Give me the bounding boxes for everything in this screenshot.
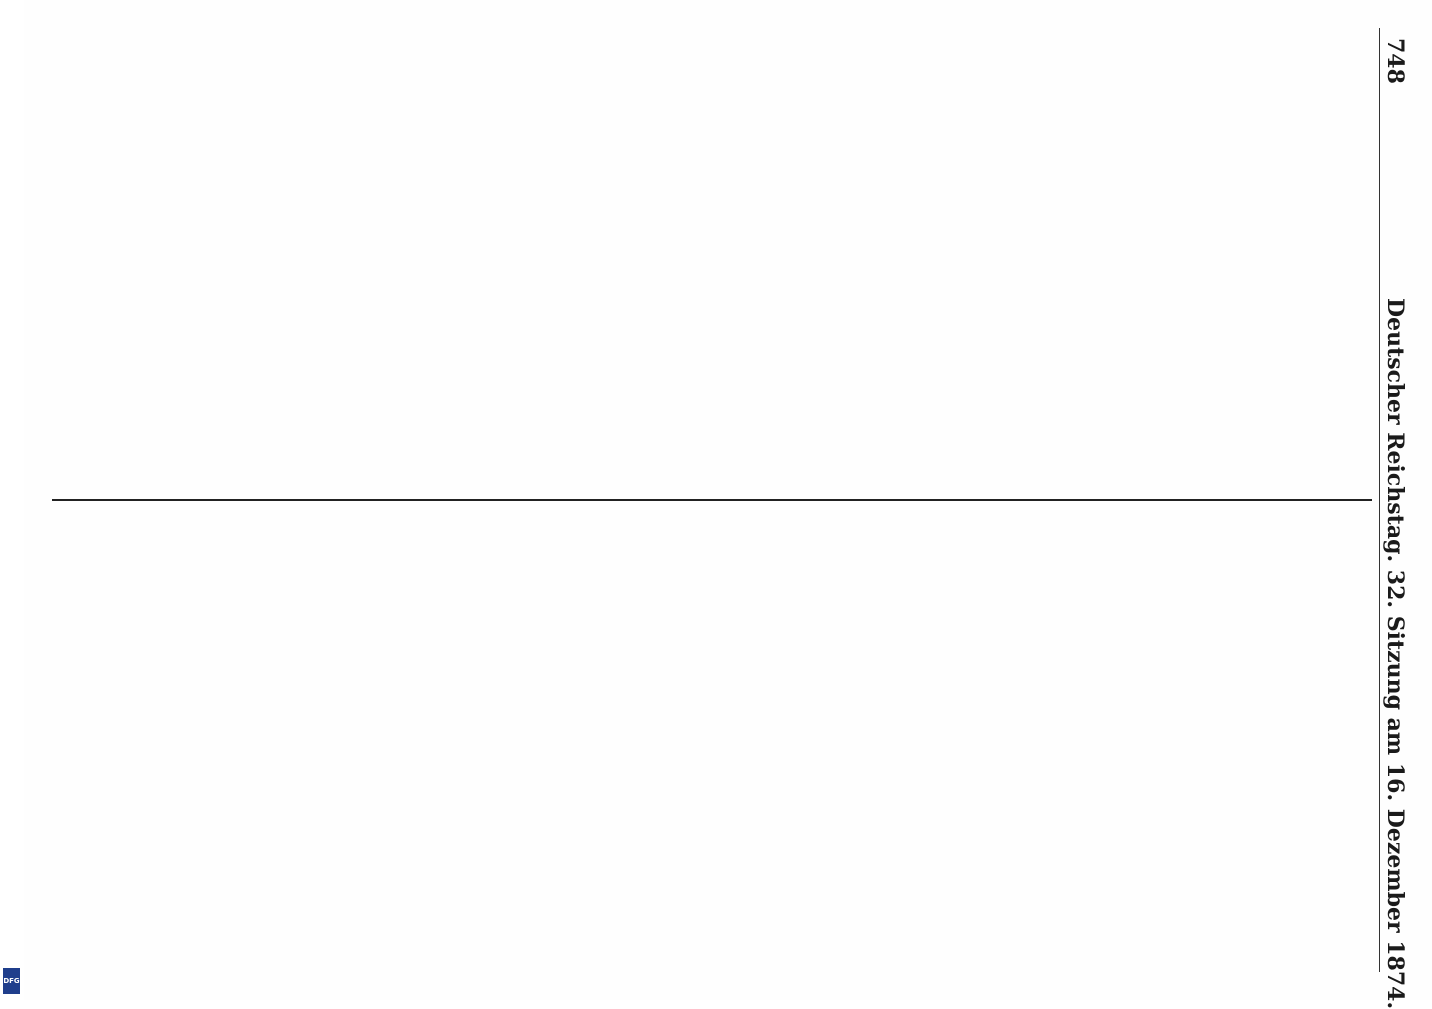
running-head-title: Deutscher Reichstag. 32. Sitzung am 16. Dezember 1874. <box>1382 298 1408 1009</box>
left-column <box>52 30 1372 482</box>
column-divider <box>52 499 1372 501</box>
running-head <box>1379 28 1410 1009</box>
digitization-watermark <box>0 0 24 1000</box>
right-column <box>52 518 1372 970</box>
page-number: 748 <box>1382 38 1408 84</box>
dfg-logo-icon: DFG <box>3 968 20 994</box>
